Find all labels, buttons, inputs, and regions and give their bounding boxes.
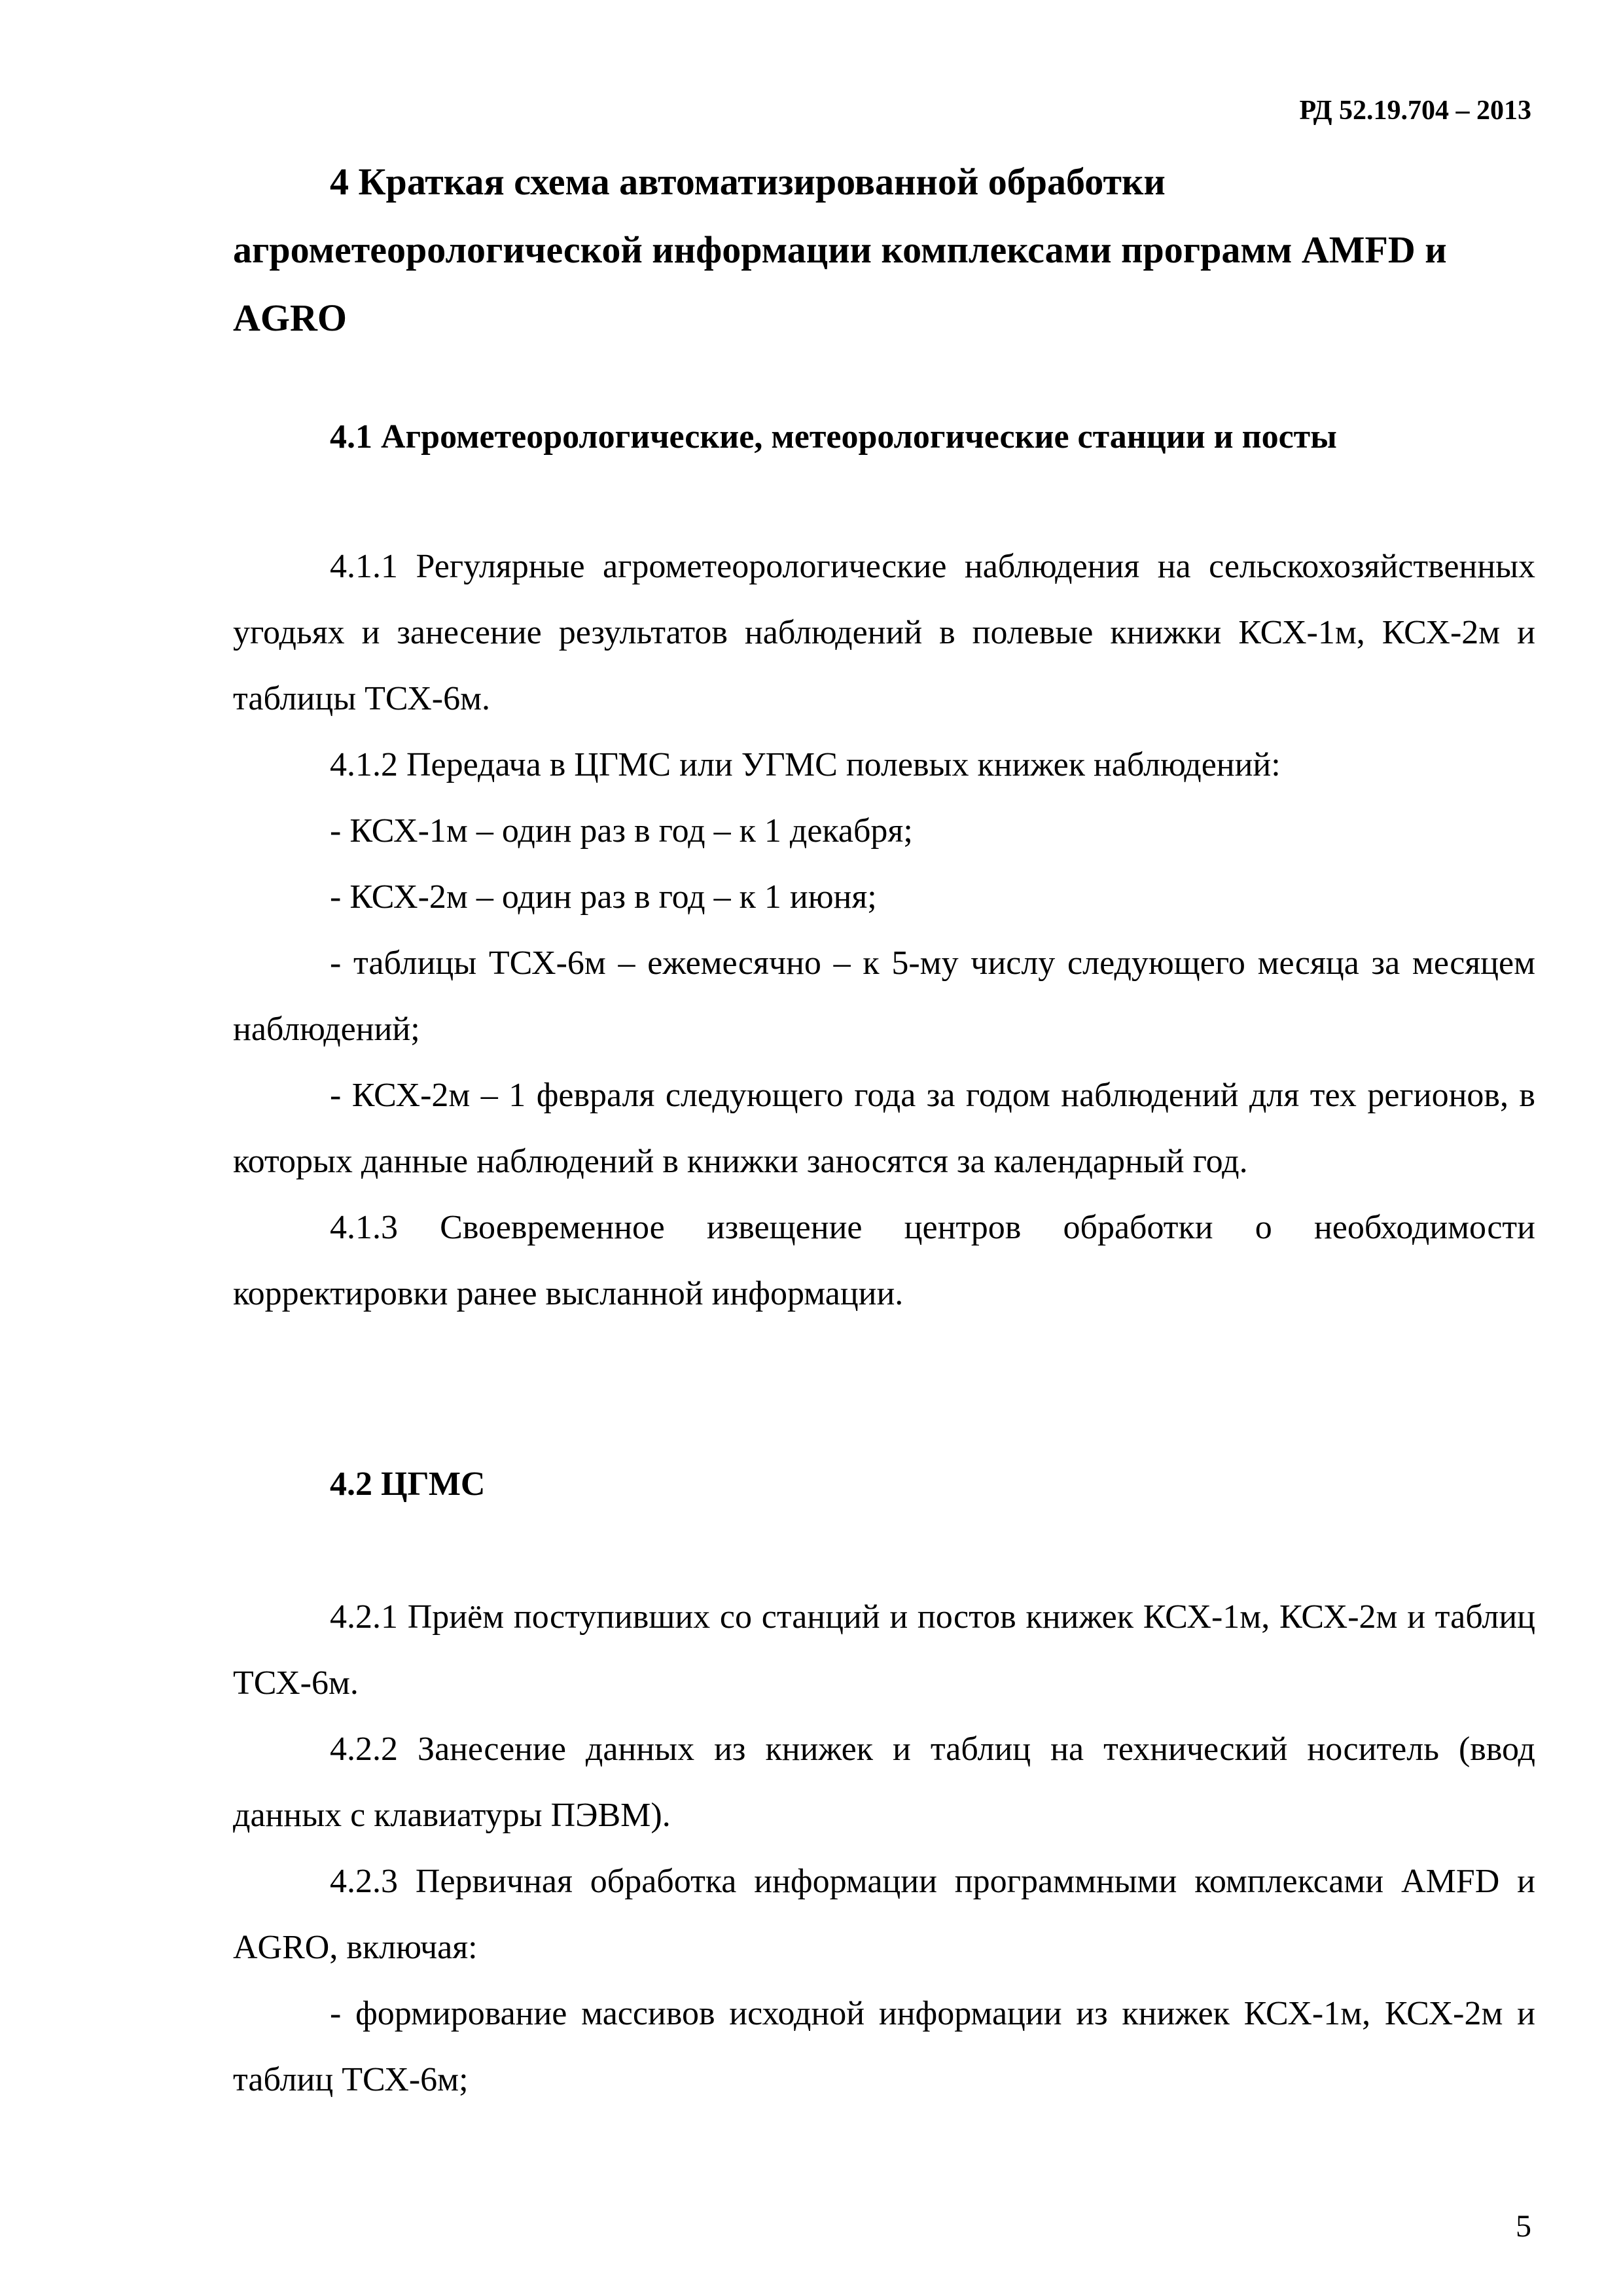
section-4-2-heading: 4.2 ЦГМС — [330, 1465, 486, 1503]
list-item-ksx-2m-february: - КСХ-2м – 1 февраля следующего года за годом наблюдений для тех регионов, в которых данные наблюдений в книжки заносятся за календарный год. — [233, 1077, 1535, 1180]
paragraph-4-1-2: 4.1.2 Передача в ЦГМС или УГМС полевых книжек наблюдений: — [330, 746, 1281, 783]
paragraph-4-1-1: 4.1.1 Регулярные агрометеорологические наблюдения на сельскохозяйственных угодьях и занесение результатов наблюдений в полевые книжки КСХ-1м, КСХ-2м и таблицы ТСХ-6м. — [233, 548, 1535, 717]
paragraph-4-2-1: 4.2.1 Приём поступивших со станций и постов книжек КСХ-1м, КСХ-2м и таблиц ТСХ-6м. — [233, 1598, 1535, 1702]
section-4-1-text — [233, 533, 1535, 1327]
section-4-title: 4 Краткая схема автоматизированной обработки агрометеорологической информации комплексами программ AMFD и AGRO — [233, 160, 1447, 339]
page-number: 5 — [1516, 2209, 1531, 2244]
section-4-1-heading: 4.1 Агрометеорологические, метеорологические станции и посты — [330, 418, 1337, 456]
list-item-ksx-2m: - КСХ-2м – один раз в год – к 1 июня; — [330, 878, 877, 916]
list-item-arrays: - формирование массивов исходной информации из книжек КСХ-1м, КСХ-2м и таблиц ТСХ-6м; — [233, 1995, 1535, 2098]
paragraph-4-1-3: 4.1.3 Своевременное извещение центров обработки о необходимости корректировки ранее высланной информации. — [233, 1209, 1535, 1312]
section-4-2-text — [233, 1584, 1535, 2113]
paragraph-4-2-2: 4.2.2 Занесение данных из книжек и таблиц на технический носитель (ввод данных с клавиатуры ПЭВМ). — [233, 1731, 1535, 1834]
paragraph-4-2-3: 4.2.3 Первичная обработка информации программными комплексами AMFD и AGRO, включая: — [233, 1863, 1535, 1966]
list-item-ksx-1m: - КСХ-1м – один раз в год – к 1 декабря; — [330, 812, 913, 850]
document-code: РД 52.19.704 – 2013 — [1299, 96, 1531, 126]
list-item-tsx-6m: - таблицы ТСХ-6м – ежемесячно – к 5-му числу следующего месяца за месяцем наблюдений; — [233, 944, 1535, 1048]
